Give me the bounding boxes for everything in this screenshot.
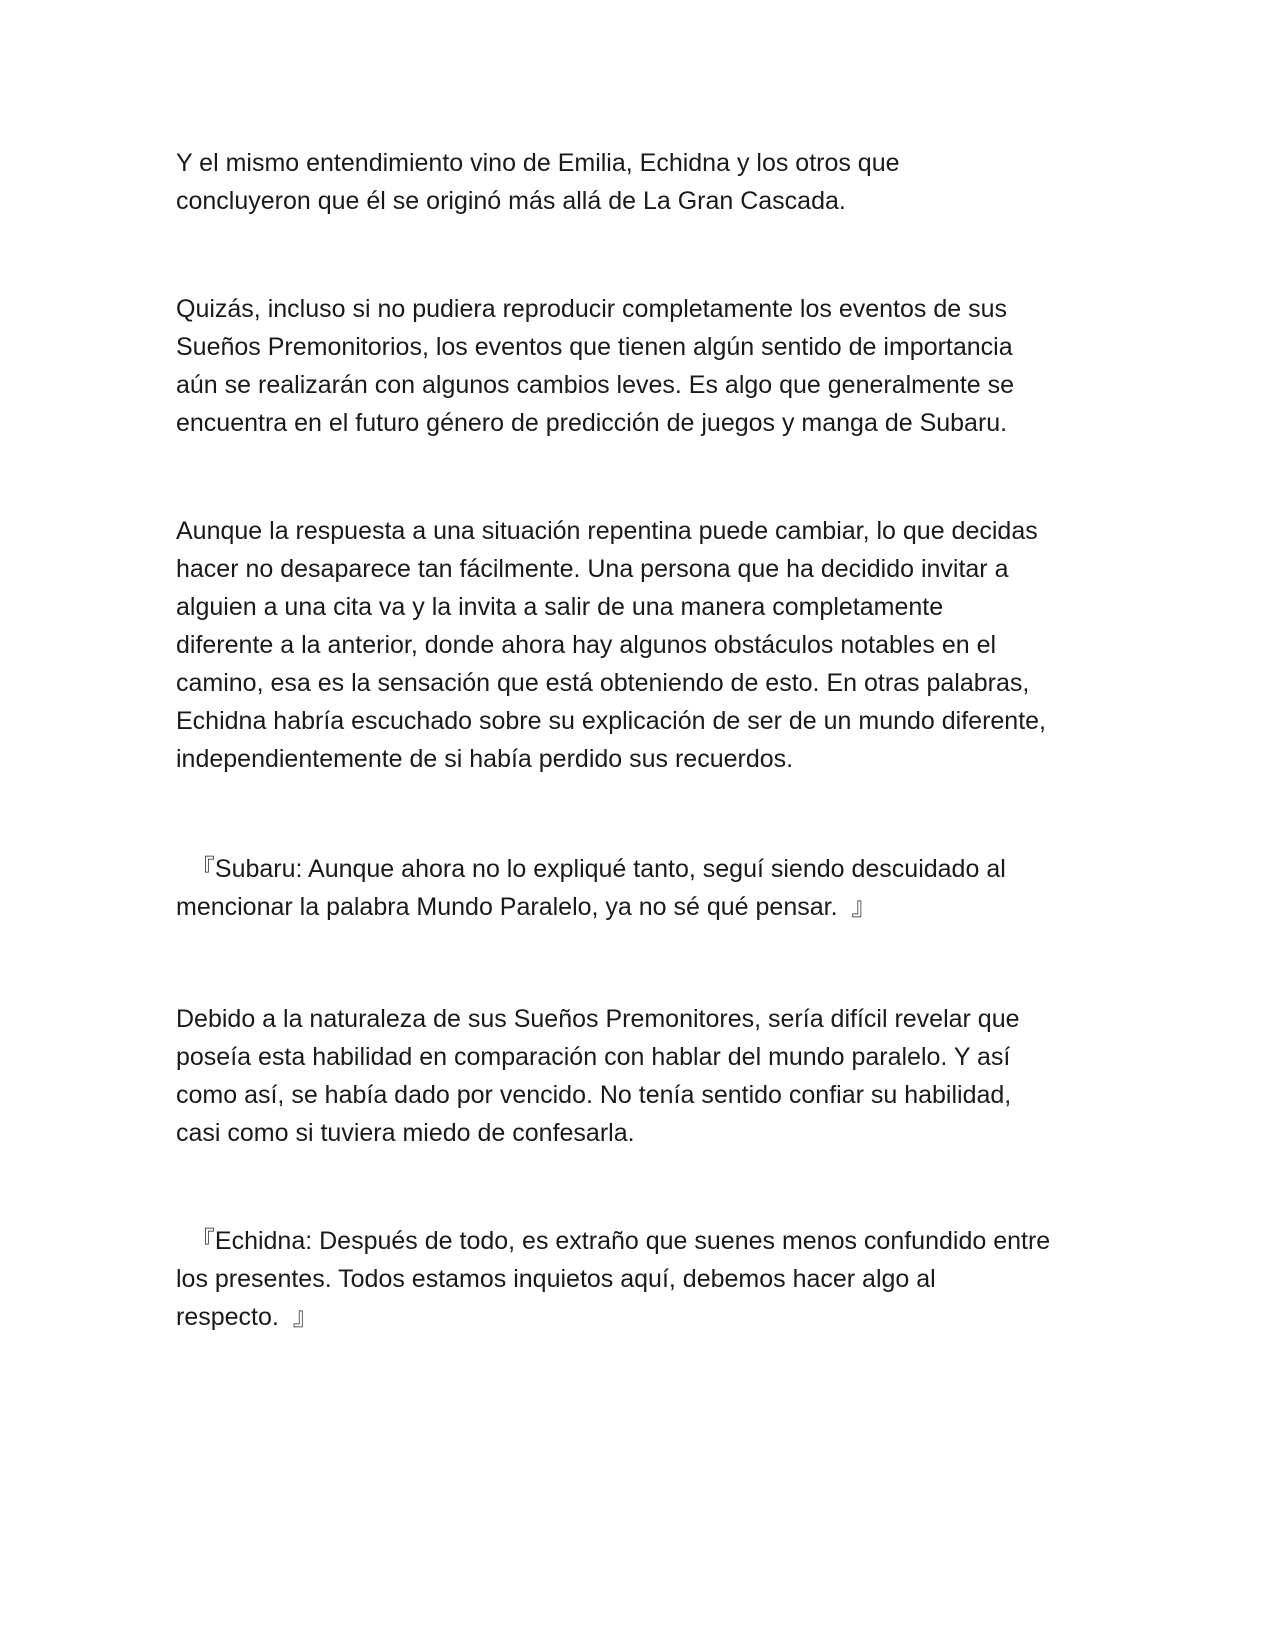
paragraph-3: Aunque la respuesta a una situación repentina puede cambiar, lo que decidas hacer no desaparece tan fácilmente. Una persona que ha decidido invitar a alguien a una cita va y la invita a salir de una manera completamente diferente a la anterior, donde ahora hay algunos obstáculos notables en el camino, esa es la sensación que está obteniendo de esto. En otras palabras, Echidna habría escuchado sobre su explicación de ser de un mundo diferente, independientemente de si había perdido sus recuerdos.	[176, 517, 1047, 773]
dialogue-subaru: 『Subaru: Aunque ahora no lo expliqué tanto, seguí siendo descuidado al mencionar la palabra Mundo Paralelo, ya no sé qué pensar. 』	[176, 855, 1006, 921]
dialogue-echidna: 『Echidna: Después de todo, es extraño que suenes menos confundido entre los presentes. Todos estamos inquietos aquí, debemos hacer algo al respecto. 』	[176, 1227, 1051, 1331]
paragraph-2: Quizás, incluso si no pudiera reproducir completamente los eventos de sus Sueños Premonitorios, los eventos que tienen algún sentido de importancia aún se realizarán con algunos cambios leves. Es algo que generalmente se encuentra en el futuro género de predicción de juegos y manga de Subaru.	[176, 295, 1015, 437]
paragraph-1: Y el mismo entendimiento vino de Emilia, Echidna y los otros que concluyeron que él se originó más allá de La Gran Cascada.	[176, 149, 900, 215]
paragraph-4: Debido a la naturaleza de sus Sueños Premonitores, sería difícil revelar que poseía esta habilidad en comparación con hablar del mundo paralelo. Y así como así, se había dado por vencido. No tenía sentido confiar su habilidad, casi como si tuviera miedo de confesarla.	[176, 1005, 1020, 1147]
